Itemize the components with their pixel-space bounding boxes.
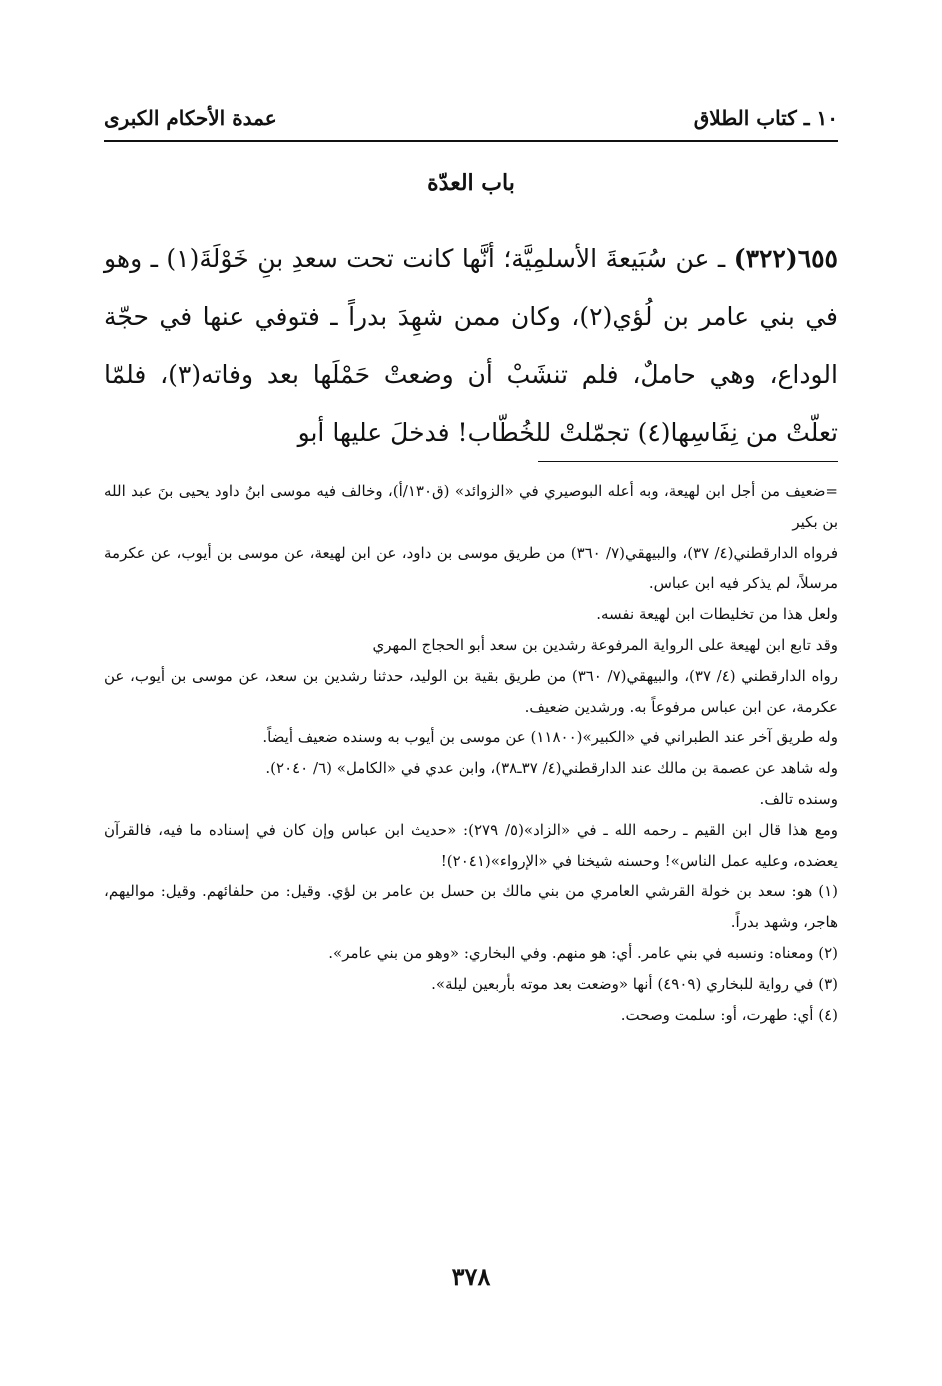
hadith-body: ـ عن سُبَيعةَ الأسلمِيَّة؛ أنَّها كانت تحت سعدِ بنِ خَوْلَةَ(١) ـ وهو في بني عامر بن لُؤي(٢)، وكان ممن شهِدَ بدراً ـ فتوفي عنها في حجّة الوداع، وهي حاملٌ، فلم تنشَبْ أن وضعتْ حَمْلَها بعد وفاته(٣)، فلمّا تعلّتْ من نِفَاسِها(٤) تجمّلتْ للخُطّاب! فدخلَ عليها أبو — [104, 244, 838, 447]
hadith-text — [104, 230, 838, 462]
footnote-2: (٢) ومعناه: ونسبه في بني عامر. أي: هو منهم. وفي البخاري: «وهو من بني عامر». — [328, 943, 838, 962]
footnote-line: ولعل هذا من تخليطات ابن لهيعة نفسه. — [596, 605, 838, 624]
footnote-1: (١) هو: سعد بن خولة القرشي العامري من بني مالك بن حسل بن عامر بن لؤي. وقيل: من حلفائهم. وقيل: مواليهم، هاجر، وشهد بدراً. — [104, 882, 838, 932]
footnote-line: =ضعيف من أجل ابن لهيعة، وبه أعله البوصيري في «الزوائد» (ق١٣٠/أ)، وخالف فيه موسى ابنُ داود يحيى بنَ عبد الله بن بكير — [104, 482, 838, 531]
footnote-line: وقد تابع ابن لهيعة على الرواية المرفوعة رشدين بن سعد أبو الحجاج المهري — [372, 635, 838, 654]
header-book-title: عمدة الأحكام الكبرى — [104, 106, 277, 130]
footnote-line: ومع هذا قال ابن القيم ـ رحمه الله ـ في «الزاد»(٥/ ٢٧٩): «حديث ابن عباس وإن كان في إسناده ما فيه، فالقرآن يعضده، وعليه عمل الناس»! وحسنه شيخنا في «الإرواء»(٢٠٤١)! — [104, 820, 838, 870]
footnote-line: وله طريق آخر عند الطبراني في «الكبير»(١١٨٠٠) عن موسى بن أيوب به وسنده ضعيف أيضاً. — [262, 728, 838, 747]
footnote-4: (٤) أي: طهرت، أو: سلمت وصحت. — [620, 1005, 838, 1024]
footnotes — [104, 476, 838, 1030]
hadith-number: ٦٥٥(٣٢٢) — [733, 244, 838, 273]
page-number: ٣٧٨ — [451, 1262, 491, 1291]
running-header — [104, 96, 838, 142]
footnote-divider — [538, 461, 838, 462]
footnote-line: رواه الدارقطني (٤/ ٣٧)، والبيهقي(٧/ ٣٦٠) من طريق بقية بن الوليد، حدثنا رشدين بن سعد، عن موسى بن أيوب، عن عكرمة، عن ابن عباس مرفوعاً به. ورشدين ضعيف. — [104, 666, 839, 716]
footnote-line: وله شاهد عن عصمة بن مالك عند الدارقطني(٤/ ٣٧ـ٣٨)، وابن عدي في «الكامل» (٦/ ٢٠٤٠). — [265, 759, 838, 778]
footnote-line: فرواه الدارقطني(٤/ ٣٧)، والبيهقي(٧/ ٣٦٠) من طريق موسى بن داود، عن ابن لهيعة، عن موسى بن أيوب، عن عكرمة مرسلاً، لم يذكر فيه ابن عباس. — [104, 543, 838, 593]
chapter-title: باب العدّة — [427, 170, 515, 196]
header-chapter: ١٠ ـ كتاب الطلاق — [693, 106, 838, 130]
footnote-3: (٣) في رواية للبخاري (٤٩٠٩) أنها «وضعت بعد موته بأربعين ليلة». — [431, 974, 838, 993]
footnote-line: وسنده تالف. — [759, 789, 838, 808]
